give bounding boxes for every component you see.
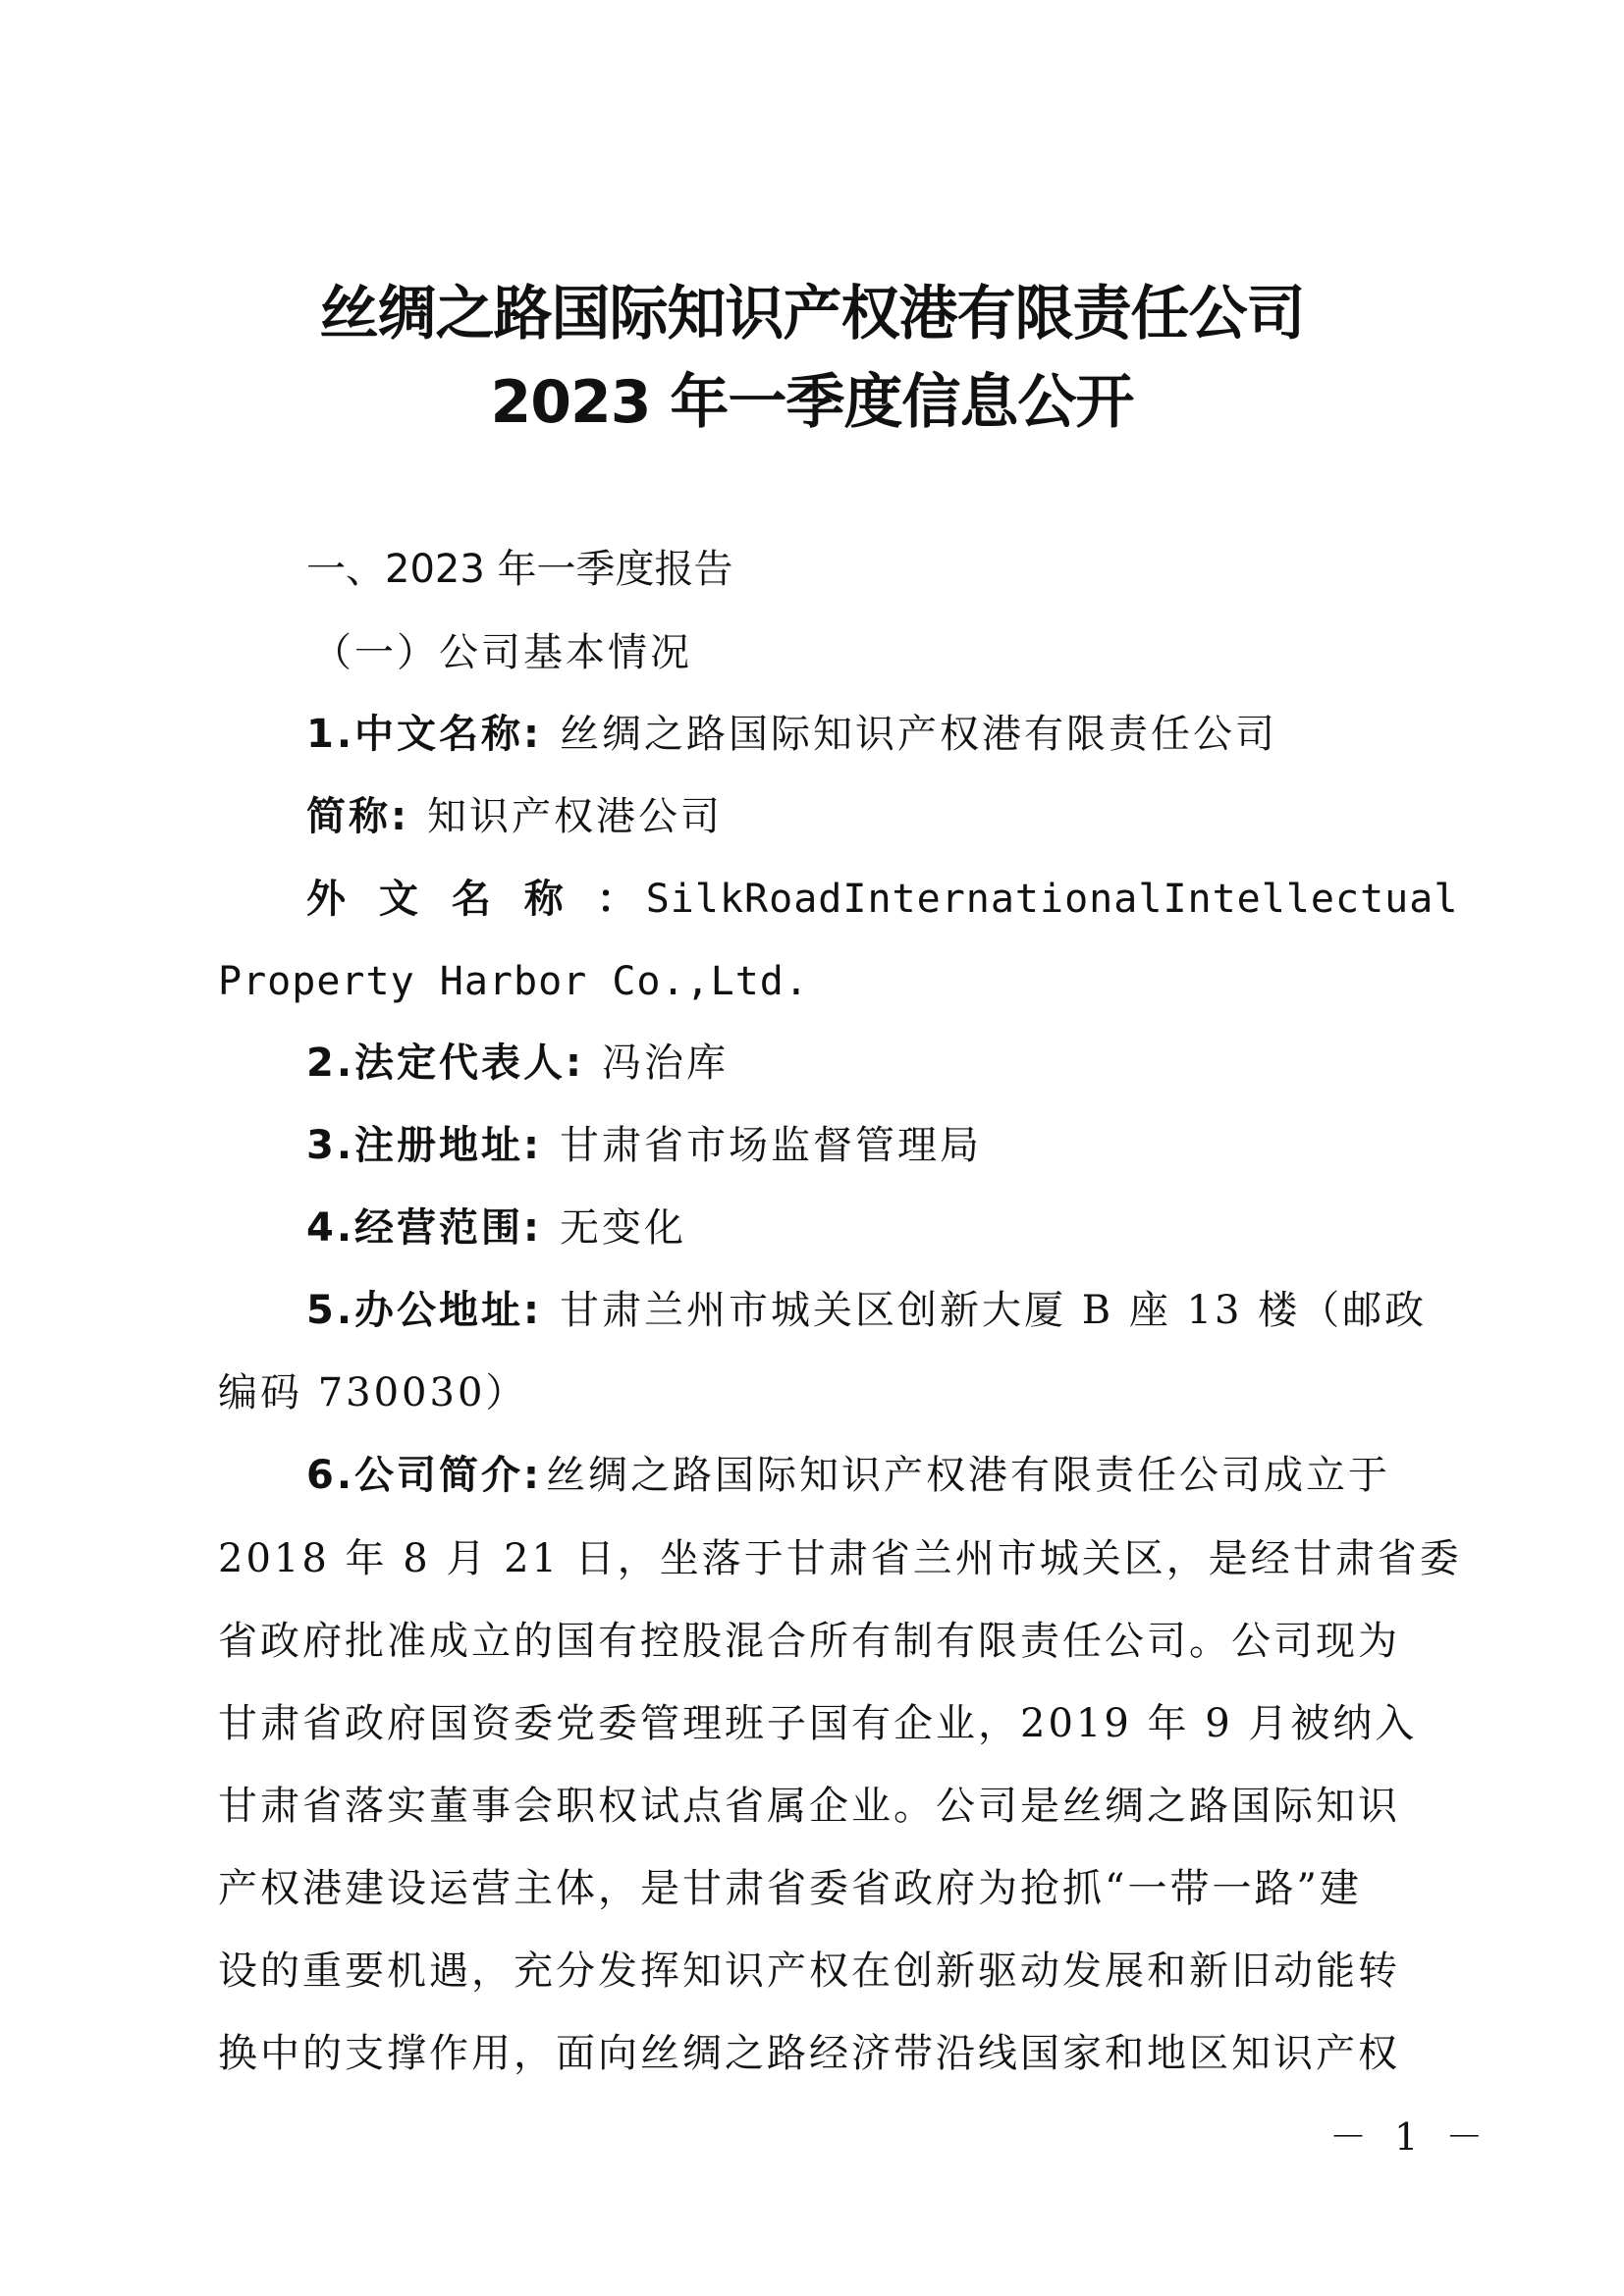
foreign-name-word-3: International <box>842 877 1164 922</box>
legal-rep-value: 冯治库 <box>602 1041 730 1086</box>
foreign-name-row <box>306 877 1459 922</box>
office-label: 5.办公地址: <box>306 1288 543 1333</box>
registry-row <box>306 1123 983 1168</box>
intro-line1: 丝绸之路国际知识产权港有限责任公司成立于 <box>546 1453 1391 1498</box>
intro-line: 甘肃省政府国资委党委管理班子国有企业，2019 年 9 月被纳入 <box>218 1701 1418 1746</box>
office-row <box>306 1288 1428 1333</box>
scope-label: 4.经营范围: <box>306 1205 543 1251</box>
intro-line: 设的重要机遇，充分发挥知识产权在创新驱动发展和新旧动能转 <box>218 1949 1400 1994</box>
document-title-line1: 丝绸之路国际知识产权港有限责任公司 <box>319 280 1305 348</box>
section-subheading: （一）公司基本情况 <box>312 630 692 675</box>
legal-rep-row <box>306 1041 730 1086</box>
intro-line: 省政府批准成立的国有控股混合所有制有限责任公司。公司现为 <box>218 1619 1400 1664</box>
intro-label: 6.公司简介: <box>306 1453 543 1498</box>
scope-value: 无变化 <box>560 1205 687 1251</box>
registry-label: 3.注册地址: <box>306 1123 543 1168</box>
section-heading: 一、2023 年一季度报告 <box>306 547 733 592</box>
chinese-name-label: 1.中文名称: <box>306 712 543 757</box>
short-name-row <box>306 794 723 839</box>
scope-row <box>306 1205 687 1251</box>
short-name-label: 简称: <box>306 794 409 839</box>
registry-value: 甘肃省市场监督管理局 <box>560 1123 983 1168</box>
foreign-name-label: 外 文 名 称 ： <box>306 877 646 922</box>
foreign-name-word-4: Intellectual <box>1163 877 1459 922</box>
legal-rep-label: 2.法定代表人: <box>306 1041 585 1086</box>
intro-line: 产权港建设运营主体，是甘肃省委省政府为抢抓“一带一路”建 <box>218 1866 1362 1911</box>
short-name-value: 知识产权港公司 <box>427 794 723 839</box>
chinese-name-row <box>306 712 1278 757</box>
intro-row <box>306 1453 1391 1498</box>
office-value-line2: 编码 730030） <box>218 1370 528 1415</box>
chinese-name-value: 丝绸之路国际知识产权港有限责任公司 <box>560 712 1278 757</box>
intro-line: 换中的支撑作用，面向丝绸之路经济带沿线国家和地区知识产权 <box>218 2031 1400 2076</box>
page-number: － 1 － <box>1329 2115 1491 2159</box>
office-value-line1: 甘肃兰州市城关区创新大厦 B 座 13 楼（邮政 <box>560 1288 1428 1333</box>
foreign-name-word-1: Silk <box>645 877 745 922</box>
foreign-name-line2: Property Harbor Co.,Ltd. <box>218 959 809 1004</box>
document-title-line2: 2023 年一季度信息公开 <box>490 368 1134 437</box>
intro-line: 甘肃省落实董事会职权试点省属企业。公司是丝绸之路国际知识 <box>218 1784 1400 1829</box>
foreign-name-word-2: Road <box>744 877 843 922</box>
intro-line: 2018 年 8 月 21 日，坐落于甘肃省兰州市城关区，是经甘肃省委 <box>218 1536 1462 1581</box>
